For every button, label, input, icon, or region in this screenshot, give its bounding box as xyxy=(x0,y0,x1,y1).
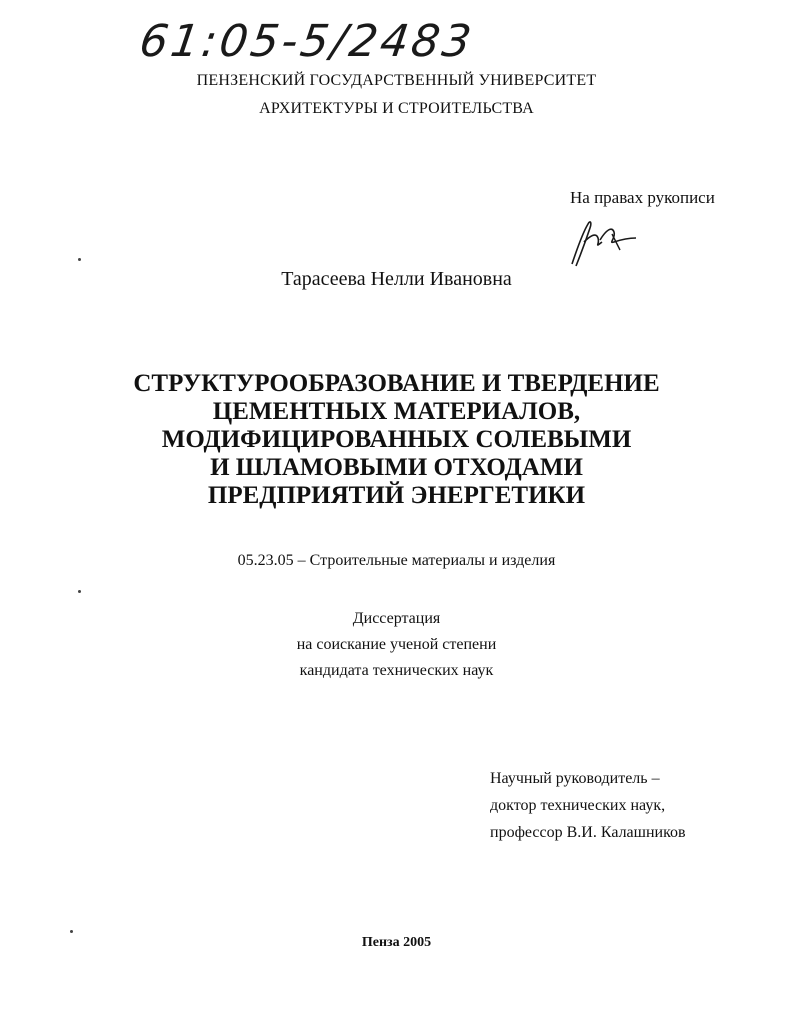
rights-label: На правах рукописи xyxy=(570,188,715,207)
degree-line-2: на соискание ученой степени xyxy=(296,636,497,653)
author-name: Тарасеева Нелли Ивановна xyxy=(281,268,512,290)
advisor-line-1: Научный руководитель – xyxy=(490,770,660,787)
title-line: МОДИФИЦИРОВАННЫХ СОЛЕВЫМИ xyxy=(161,426,632,453)
scan-speck xyxy=(78,258,81,261)
advisor-line-2: доктор технических наук, xyxy=(490,797,666,814)
handwritten-catalog-code: 61:05-5/2483 xyxy=(136,16,478,67)
signature-icon xyxy=(562,212,642,272)
title-line: И ШЛАМОВЫМИ ОТХОДАМИ xyxy=(210,454,583,481)
scan-speck xyxy=(70,930,73,933)
degree-line-3: кандидата технических наук xyxy=(299,662,494,679)
title-line: ЦЕМЕНТНЫХ МАТЕРИАЛОВ, xyxy=(212,398,581,425)
university-name-line-2: АРХИТЕКТУРЫ И СТРОИТЕЛЬСТВА xyxy=(259,100,534,117)
title-line: ПРЕДПРИЯТИЙ ЭНЕРГЕТИКИ xyxy=(207,482,586,509)
city-year: Пенза 2005 xyxy=(361,935,432,950)
degree-line-1: Диссертация xyxy=(352,610,441,627)
university-name-line-1: ПЕНЗЕНСКИЙ ГОСУДАРСТВЕННЫЙ УНИВЕРСИТЕТ xyxy=(196,72,597,89)
specialty-code: 05.23.05 – Строительные материалы и изделия xyxy=(237,552,556,569)
advisor-line-3: профессор В.И. Калашников xyxy=(490,824,686,841)
title-line: СТРУКТУРООБРАЗОВАНИЕ И ТВЕРДЕНИЕ xyxy=(133,370,660,397)
scan-speck xyxy=(78,590,81,593)
dissertation-title xyxy=(0,370,793,510)
